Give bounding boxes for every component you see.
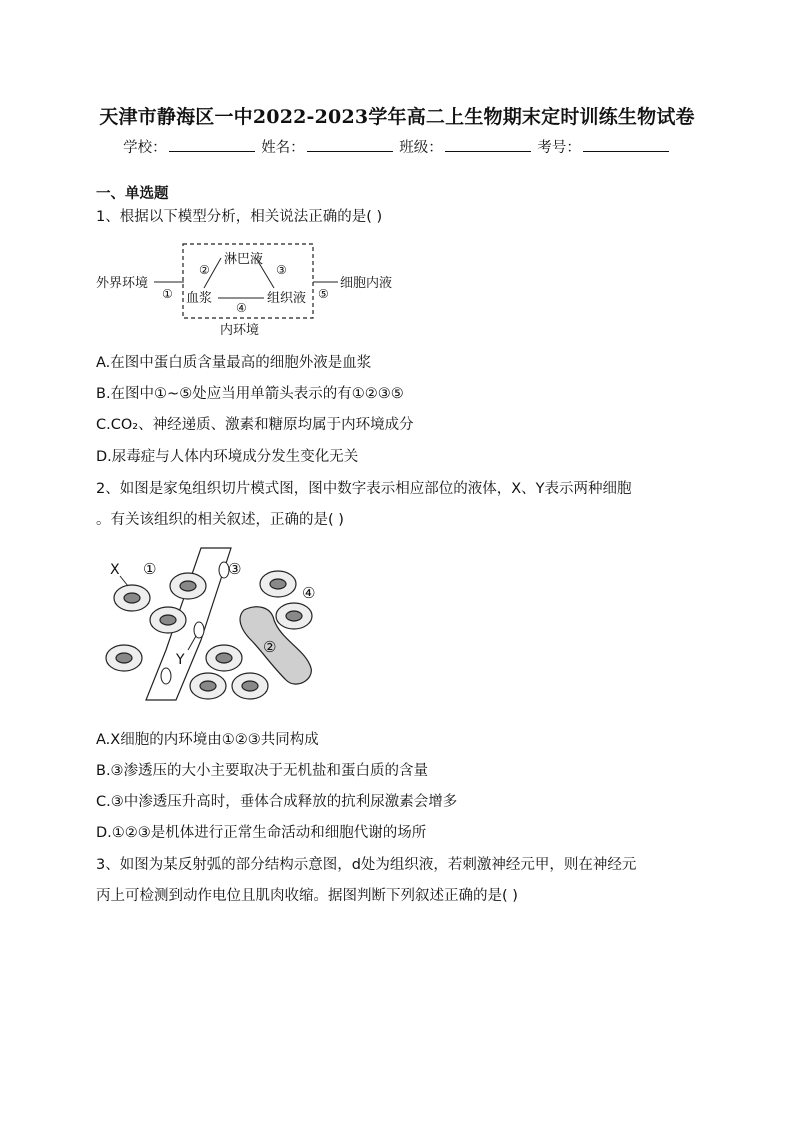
label-x: X — [110, 562, 120, 578]
q1-option-b: B.在图中①~⑤处应当用单箭头表示的有①②③⑤ — [96, 386, 404, 402]
class-label: 班级： — [399, 140, 443, 156]
label-y: Y — [176, 652, 185, 668]
exam-number-label: 考号： — [537, 140, 581, 156]
internal-environment-diagram — [96, 240, 416, 340]
num-5: ⑤ — [318, 287, 329, 301]
q2-option-d: D.①②③是机体进行正常生命活动和细胞代谢的场所 — [96, 825, 427, 841]
q2-stem-line2: 。有关该组织的相关叙述，正确的是( ) — [96, 512, 344, 528]
num-4: ④ — [302, 584, 316, 602]
class-blank[interactable] — [445, 137, 531, 152]
q2-option-b: B.③渗透压的大小主要取决于无机盐和蛋白质的含量 — [96, 763, 429, 779]
q2-option-a: A.X细胞的内环境由①②③共同构成 — [96, 732, 319, 748]
exam-number-blank[interactable] — [583, 137, 669, 152]
external-env-label: 外界环境 — [96, 276, 149, 291]
q2-stem-line1: 2、如图是家兔组织切片模式图，图中数字表示相应部位的液体，X、Y表示两种细胞 — [96, 481, 632, 497]
q1-option-d: D.尿毒症与人体内环境成分发生变化无关 — [96, 449, 359, 465]
lymph-label: 淋巴液 — [224, 252, 264, 267]
num-3: ③ — [228, 560, 242, 578]
school-label: 学校： — [123, 140, 167, 156]
page-title: 天津市静海区一中2022-2023学年高二上生物期末定时训练生物试卷 — [99, 106, 695, 128]
y-pointer — [188, 636, 196, 650]
num-3: ③ — [276, 263, 287, 277]
x-pointer — [120, 576, 128, 586]
q1-stem: 1、根据以下模型分析，相关说法正确的是( ) — [96, 209, 383, 225]
q3-stem-line1: 3、如图为某反射弧的部分结构示意图，d处为组织液，若刺激神经元甲，则在神经元 — [96, 857, 637, 873]
num-2: ② — [199, 263, 210, 277]
tissue-section-figure — [96, 540, 336, 710]
num-2: ② — [263, 638, 277, 656]
school-blank[interactable] — [169, 137, 255, 152]
name-label: 姓名： — [261, 140, 305, 156]
link-3 — [256, 258, 274, 288]
plasma-label: 血浆 — [186, 291, 213, 306]
internal-env-label: 内环境 — [220, 323, 260, 338]
q2-option-c: C.③中渗透压升高时，垂体合成释放的抗利尿激素会增多 — [96, 794, 458, 810]
intracellular-label: 细胞内液 — [340, 276, 393, 291]
num-1: ① — [143, 560, 157, 578]
num-4: ④ — [236, 301, 247, 315]
q3-stem-line2: 丙上可检测到动作电位且肌肉收缩。据图判断下列叙述正确的是( ) — [96, 888, 518, 904]
q1-option-a: A.在图中蛋白质含量最高的细胞外液是血浆 — [96, 355, 372, 371]
student-info-line — [0, 136, 794, 157]
q1-option-c: C.CO₂、神经递质、激素和糖原均属于内环境成分 — [96, 417, 414, 433]
section-heading: 一、单选题 — [96, 186, 169, 202]
tissue-fluid-label: 组织液 — [267, 291, 307, 306]
num-1: ① — [162, 287, 173, 301]
name-blank[interactable] — [307, 137, 393, 152]
